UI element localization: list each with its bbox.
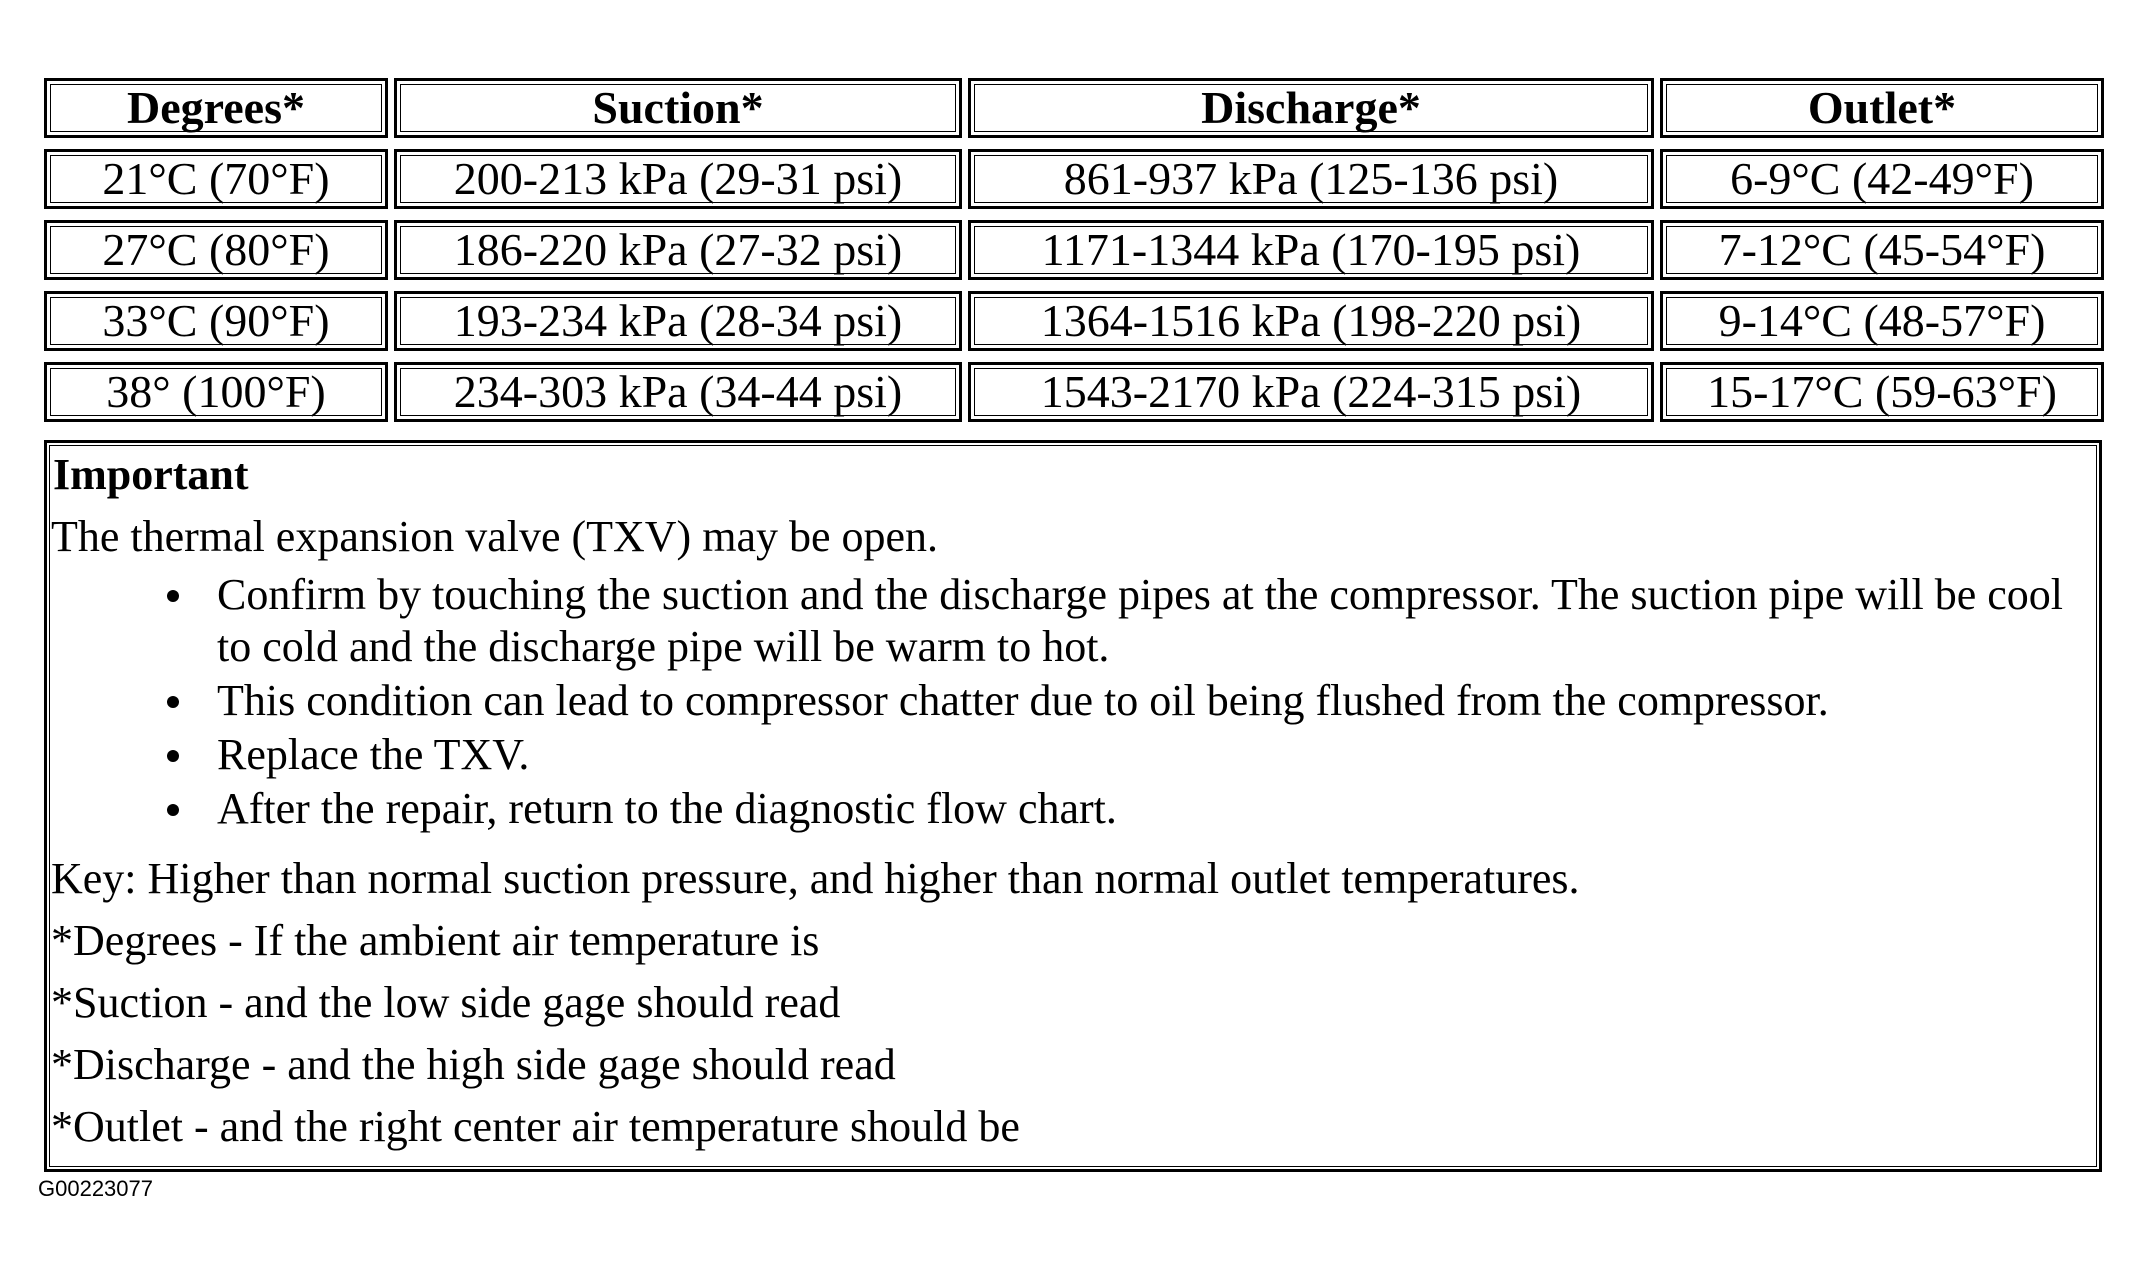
key-text: Key: Higher than normal suction pressure, and higher than normal outlet temperatures. [51,854,1580,903]
list-item-text: Replace the TXV. [217,730,530,779]
header-suction: Suction* [394,78,962,138]
cell-discharge: 1171-1344 kPa (170-195 psi) [968,220,1654,280]
cell-suction: 186-220 kPa (27-32 psi) [394,220,962,280]
cell-discharge: 1543-2170 kPa (224-315 psi) [968,362,1654,422]
list-item [127,675,2067,727]
important-heading: Important [53,450,249,499]
cell-suction: 200-213 kPa (29-31 psi) [394,149,962,209]
intro-text: The thermal expansion valve (TXV) may be open. [51,512,939,561]
table-row [44,358,2104,429]
cell-outlet: 15-17°C (59-63°F) [1660,362,2104,422]
header-outlet: Outlet* [1660,78,2104,138]
list-item [127,783,2067,835]
table-header-row [44,74,2104,145]
cell-suction: 234-303 kPa (34-44 psi) [394,362,962,422]
cell-degrees: 33°C (90°F) [44,291,388,351]
bullet-icon [167,804,179,816]
cell-degrees: 27°C (80°F) [44,220,388,280]
footnote-outlet: *Outlet - and the right center air temperature should be [51,1102,1020,1151]
cell-outlet: 9-14°C (48-57°F) [1660,291,2104,351]
footnote-degrees: *Degrees - If the ambient air temperature is [51,916,820,965]
bullet-icon [167,590,179,602]
footnote-discharge: *Discharge - and the high side gage should read [51,1040,896,1089]
header-discharge: Discharge* [968,78,1654,138]
cell-outlet: 6-9°C (42-49°F) [1660,149,2104,209]
cell-degrees: 38° (100°F) [44,362,388,422]
table-row [44,287,2104,358]
cell-outlet: 7-12°C (45-54°F) [1660,220,2104,280]
list-item-text: Confirm by touching the suction and the discharge pipes at the compressor. The suction pipe will be cool to cold and the discharge pipe will be warm to hot. [217,570,2064,671]
table-row [44,216,2104,287]
figure-code: G00223077 [38,1176,153,1201]
list-item-text: This condition can lead to compressor chatter due to oil being flushed from the compressor. [217,676,1829,725]
cell-degrees: 21°C (70°F) [44,149,388,209]
cell-suction: 193-234 kPa (28-34 psi) [394,291,962,351]
header-degrees: Degrees* [44,78,388,138]
list-item-text: After the repair, return to the diagnostic flow chart. [217,784,1117,833]
instruction-list [127,569,2067,837]
bullet-icon [167,696,179,708]
pressure-temperature-table [44,74,2104,429]
cell-discharge: 1364-1516 kPa (198-220 psi) [968,291,1654,351]
cell-discharge: 861-937 kPa (125-136 psi) [968,149,1654,209]
footnote-suction: *Suction - and the low side gage should read [51,978,841,1027]
bullet-icon [167,750,179,762]
table-row [44,145,2104,216]
list-item [127,569,2067,673]
list-item [127,729,2067,781]
important-notes-box [44,440,2102,1172]
